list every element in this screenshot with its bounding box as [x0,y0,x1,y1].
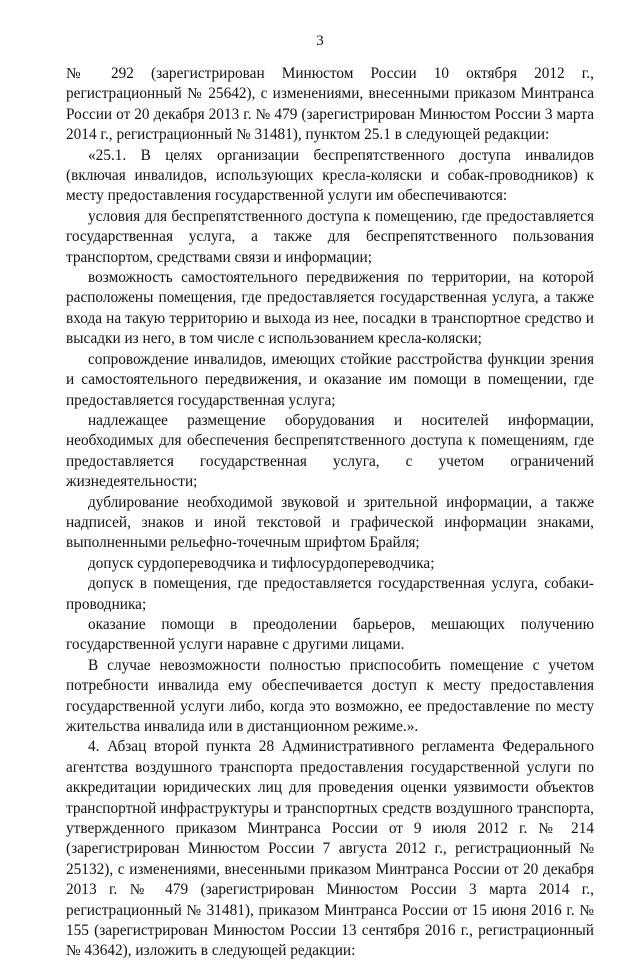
paragraph: «25.1. В целях организации беспрепятственного доступа инвалидов (включая инвалидов, использующих кресла-коляски и собак-проводников) к месту предоставления государственной услуги им обеспечиваются: [66,146,594,205]
paragraph: № 292 (зарегистрирован Минюстом России 10 октября 2012 г., регистрационный № 25642), с изменениями, внесенными приказом Минтранса России от 20 декабря 2013 г. № 479 (зарегистрирован Минюстом России 3 марта 2014 г., регистрационный № 31481), пунктом 25.1 в следующей редакции: [66,65,594,144]
paragraph: сопровождение инвалидов, имеющих стойкие расстройства функции зрения и самостоятельного передвижения, и оказание им помощи в помещении, где предоставляется государственная услуга; [66,350,594,409]
page-number: 3 [316,33,324,49]
paragraph: допуск сурдопереводчика и тифлосурдопереводчика; [88,554,435,572]
document-body [66,64,594,962]
paragraph: допуск в помещения, где предоставляется государственная услуга, собаки-проводника; [66,575,594,613]
paragraph: условия для беспрепятственного доступа к помещению, где предоставляется государственная услуга, а также для беспрепятственного пользования транспортом, средствами связи и информации; [66,207,594,266]
paragraph: 4. Абзац второй пункта 28 Административного регламента Федерального агентства воздушного транспорта предоставления государственной услуги по аккредитации юридических лиц для проведения оценки уязвимости объектов транспортной инфраструктуры и транспортных средств воздушного транспорта, утвержденного приказом Минтранса России от 9 июля 2012 г. № 214 (зарегистрирован Минюстом России 7 августа 2012 г., регистрационный № 25132), с изменениями, внесенными приказом Минтранса России от 20 декабря 2013 г. № 479 (зарегистрирован Минюстом России 3 марта 2014 г., регистрационный № 31481), приказом Минтранса России от 15 июня 2016 г. № 155 (зарегистрирован Минюстом России 13 сентября 2016 г., регистрационный № 43642), изложить в следующей редакции: [66,738,594,960]
paragraph: В случае невозможности полностью приспособить помещение с учетом потребности инвалида ему обеспечивается доступ к месту предоставления государственной услуги либо, когда это возможно, ее предоставление по месту жительства инвалида или в дистанционном режиме.». [66,656,594,735]
paragraph: надлежащее размещение оборудования и носителей информации, необходимых для обеспечения беспрепятственного доступа к помещениям, где предоставляется государственная услуга, с учетом ограничений жизнедеятельности; [66,411,594,491]
paragraph: дублирование необходимой звуковой и зрительной информации, а также надписей, знаков и иной текстовой и графической информации знаками, выполненными рельефно-точечным шрифтом Брайля; [66,493,594,552]
paragraph: оказание помощи в преодолении барьеров, мешающих получению государственной услуги наравне с другими лицами. [66,615,594,654]
paragraph: возможность самостоятельного передвижения по территории, на которой расположены помещения, где предоставляется государственная услуга, а также входа на такую территорию и выхода из нее, посадки в транспортное средство и высадки из него, в том числе с использованием кресла-коляски; [66,269,594,348]
